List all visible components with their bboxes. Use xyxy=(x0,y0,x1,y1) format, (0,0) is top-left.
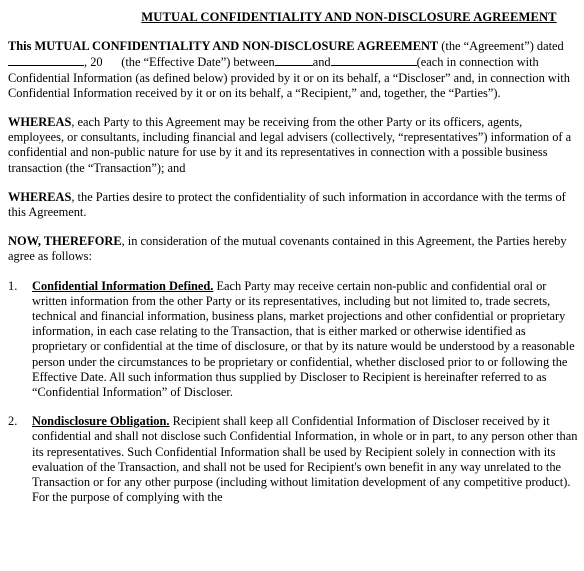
clause-heading: Nondisclosure Obligation. xyxy=(32,414,170,429)
now-therefore-paragraph xyxy=(8,234,578,264)
clause-confidential-information xyxy=(8,279,578,401)
intro-text-4: and xyxy=(312,55,331,70)
intro-text-3: (the “Effective Date”) between xyxy=(121,55,275,70)
intro-text-2: , 20 xyxy=(84,55,103,70)
clause-heading: Confidential Information Defined. xyxy=(32,278,214,293)
intro-text-1: (the “Agreement”) dated xyxy=(438,39,564,54)
whereas-2-lead: WHEREAS xyxy=(8,189,72,204)
clause-list xyxy=(8,279,578,506)
clause-nondisclosure-obligation xyxy=(8,414,578,505)
document-title: MUTUAL CONFIDENTIALITY AND NON-DISCLOSURE AGREEMENT xyxy=(141,10,557,24)
party1-blank xyxy=(275,54,313,66)
whereas-paragraph-1 xyxy=(8,115,578,176)
intro-paragraph xyxy=(8,39,578,101)
whereas-2-text: , the Parties desire to protect the confidentiality of such information in accordance with the terms of this Agreement. xyxy=(8,189,566,220)
whereas-1-lead: WHEREAS xyxy=(8,115,72,130)
now-therefore-lead: NOW, THEREFORE xyxy=(8,234,122,249)
clause-text: Each Party may receive certain non-public and confidential oral or written information from the other Party or its representatives, including but not limited to, trade secrets, technical and financial information, business plans, market projections and other confidential or proprietary information, in each case relating to the Transaction, that is either marked or otherwise identified as proprietary or confidential at the time of disclosure, or that by its nature would be understood by a reasonable person under the circumstances to be proprietary or confidential, whether disclosed prior to or following the Effective Date. All such information thus supplied by Discloser to Recipient is hereinafter referred to as “Confidential Information” of Discloser. xyxy=(32,278,575,400)
clause-number: 1. xyxy=(8,278,18,293)
clause-number: 2. xyxy=(8,414,18,429)
whereas-1-text: , each Party to this Agreement may be receiving from the other Party or its officers, agents, employees, or consultants, including financial and legal advisers (collectively, “representatives”) information of a confidential and non-public nature for use by it and its representatives in connection with a possible business transaction (the “Transaction”); and xyxy=(8,115,572,175)
now-therefore-text: , in consideration of the mutual covenants contained in this Agreement, the Parties hereby agree as follows: xyxy=(8,234,567,264)
agreement-document xyxy=(8,10,578,519)
party2-blank xyxy=(331,54,417,66)
clause-text: Recipient shall keep all Confidential Information of Discloser received by it confidential and shall not disclose such Confidential Information, in whole or in part, to any person other than its representatives. Such Confidential Information shall be used by Recipient solely in connection with its evaluation of the Transaction, and shall not be used for Recipient's own benefit in any way unrelated to the Transaction or for any other purpose (including without limitation development of any competitive product). For the purpose of complying with the xyxy=(32,414,578,505)
intro-lead: This MUTUAL CONFIDENTIALITY AND NON-DISCLOSURE AGREEMENT xyxy=(8,39,439,54)
whereas-paragraph-2 xyxy=(8,190,578,220)
date-blank xyxy=(8,54,84,66)
intro-text-5: (each in connection with Confidential Information (as defined below) provided by it or on its behalf, a “Discloser” and, in connection with Confidential Information received by it or on its behalf, a “Recipient,” and, together, the “Parties”). xyxy=(8,55,570,100)
